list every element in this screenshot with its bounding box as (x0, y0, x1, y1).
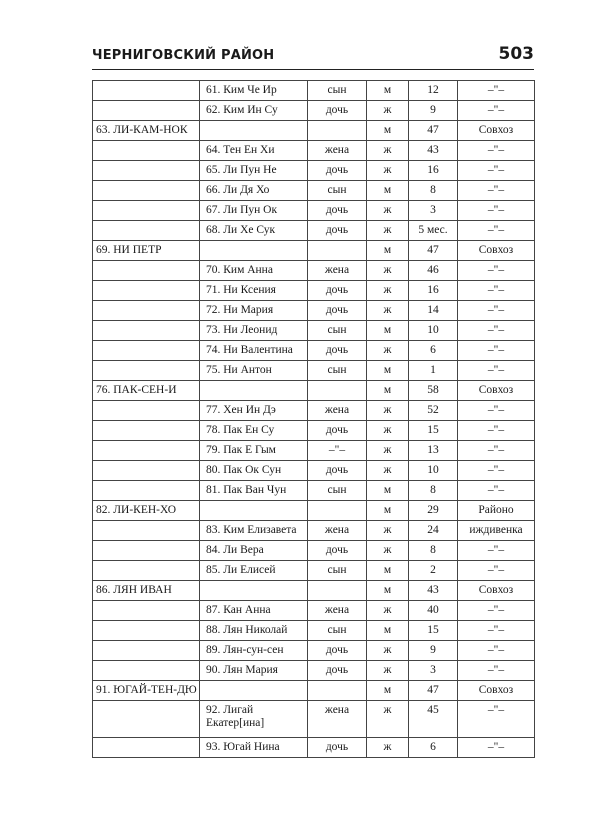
age-cell: 10 (409, 461, 458, 481)
age-cell: 16 (409, 161, 458, 181)
member-name-cell: 70. Ким Анна (200, 261, 308, 281)
household-head-cell (93, 281, 200, 301)
relation-cell: дочь (308, 738, 367, 758)
member-name-cell: 90. Лян Мария (200, 661, 308, 681)
sex-cell: ж (367, 161, 409, 181)
sex-cell: ж (367, 541, 409, 561)
household-head-cell: 76. ПАК-СЕН-И (93, 381, 200, 401)
sex-cell: ж (367, 661, 409, 681)
sex-cell: м (367, 681, 409, 701)
occupation-cell: –"– (458, 161, 535, 181)
member-name-cell: 92. Лигай Екатер[ина] (200, 701, 308, 738)
household-head-cell (93, 361, 200, 381)
age-cell: 13 (409, 441, 458, 461)
occupation-cell: –"– (458, 361, 535, 381)
table-row (93, 221, 535, 241)
household-head-cell: 86. ЛЯН ИВАН (93, 581, 200, 601)
household-head-cell (93, 441, 200, 461)
household-head-cell (93, 201, 200, 221)
relation-cell: дочь (308, 201, 367, 221)
household-head-row (93, 241, 535, 261)
relation-cell: сын (308, 481, 367, 501)
sex-cell: ж (367, 261, 409, 281)
sex-cell: ж (367, 701, 409, 738)
relation-cell: дочь (308, 541, 367, 561)
age-cell: 6 (409, 738, 458, 758)
occupation-cell: –"– (458, 341, 535, 361)
table-body (93, 81, 535, 758)
relation-cell: –"– (308, 441, 367, 461)
household-head-cell: 82. ЛИ-КЕН-ХО (93, 501, 200, 521)
occupation-cell: –"– (458, 561, 535, 581)
sex-cell: ж (367, 101, 409, 121)
member-name-cell: 80. Пак Ок Сун (200, 461, 308, 481)
occupation-cell: Совхоз (458, 241, 535, 261)
household-head-cell (93, 221, 200, 241)
member-name-cell: 61. Ким Че Ир (200, 81, 308, 101)
occupation-cell: –"– (458, 661, 535, 681)
household-head-cell (93, 401, 200, 421)
occupation-cell: иждивенка (458, 521, 535, 541)
age-cell: 1 (409, 361, 458, 381)
member-name-cell (200, 581, 308, 601)
age-cell: 16 (409, 281, 458, 301)
relation-cell: жена (308, 701, 367, 738)
relation-cell: сын (308, 321, 367, 341)
relation-cell (308, 581, 367, 601)
table-row (93, 701, 535, 738)
household-head-cell (93, 141, 200, 161)
age-cell: 46 (409, 261, 458, 281)
occupation-cell: –"– (458, 641, 535, 661)
occupation-cell: –"– (458, 701, 535, 738)
sex-cell: ж (367, 201, 409, 221)
household-head-cell (93, 101, 200, 121)
age-cell: 5 мес. (409, 221, 458, 241)
table-row (93, 661, 535, 681)
sex-cell: ж (367, 601, 409, 621)
household-head-cell (93, 81, 200, 101)
table-row (93, 461, 535, 481)
household-head-cell (93, 601, 200, 621)
sex-cell: м (367, 581, 409, 601)
age-cell: 9 (409, 641, 458, 661)
member-name-cell: 64. Тен Ен Хи (200, 141, 308, 161)
relation-cell: дочь (308, 641, 367, 661)
sex-cell: м (367, 561, 409, 581)
age-cell: 47 (409, 241, 458, 261)
sex-cell: ж (367, 461, 409, 481)
household-head-cell (93, 181, 200, 201)
sex-cell: м (367, 501, 409, 521)
member-name-cell (200, 501, 308, 521)
table-row (93, 321, 535, 341)
sex-cell: ж (367, 521, 409, 541)
occupation-cell: –"– (458, 261, 535, 281)
household-head-cell (93, 641, 200, 661)
relation-cell: сын (308, 621, 367, 641)
member-name-cell: 67. Ли Пун Ок (200, 201, 308, 221)
occupation-cell: Районо (458, 501, 535, 521)
age-cell: 45 (409, 701, 458, 738)
sex-cell: ж (367, 738, 409, 758)
table-row (93, 261, 535, 281)
table-row (93, 201, 535, 221)
member-name-cell: 73. Ни Леонид (200, 321, 308, 341)
member-name-cell (200, 121, 308, 141)
relation-cell: сын (308, 81, 367, 101)
table-row (93, 561, 535, 581)
household-head-cell (93, 261, 200, 281)
household-head-cell (93, 621, 200, 641)
age-cell: 8 (409, 541, 458, 561)
occupation-cell: Совхоз (458, 381, 535, 401)
household-head-cell (93, 421, 200, 441)
member-name-cell: 72. Ни Мария (200, 301, 308, 321)
household-head-row (93, 681, 535, 701)
sex-cell: ж (367, 441, 409, 461)
household-head-cell (93, 481, 200, 501)
sex-cell: ж (367, 301, 409, 321)
age-cell: 6 (409, 341, 458, 361)
relation-cell: жена (308, 261, 367, 281)
household-head-row (93, 581, 535, 601)
age-cell: 8 (409, 181, 458, 201)
member-name-cell: 78. Пак Ен Су (200, 421, 308, 441)
age-cell: 29 (409, 501, 458, 521)
relation-cell: дочь (308, 461, 367, 481)
table-row (93, 481, 535, 501)
table-row (93, 641, 535, 661)
sex-cell: ж (367, 641, 409, 661)
occupation-cell: –"– (458, 441, 535, 461)
relation-cell: дочь (308, 221, 367, 241)
member-name-cell: 87. Кан Анна (200, 601, 308, 621)
sex-cell: ж (367, 141, 409, 161)
table-row (93, 341, 535, 361)
age-cell: 12 (409, 81, 458, 101)
age-cell: 3 (409, 201, 458, 221)
sex-cell: ж (367, 401, 409, 421)
sex-cell: м (367, 621, 409, 641)
member-name-cell: 85. Ли Елисей (200, 561, 308, 581)
age-cell: 24 (409, 521, 458, 541)
age-cell: 43 (409, 581, 458, 601)
running-title: ЧЕРНИГОВСКИЙ РАЙОН (92, 48, 275, 63)
relation-cell (308, 381, 367, 401)
household-head-cell (93, 461, 200, 481)
relation-cell: дочь (308, 281, 367, 301)
table-row (93, 141, 535, 161)
table-row (93, 441, 535, 461)
relation-cell: сын (308, 361, 367, 381)
occupation-cell: –"– (458, 221, 535, 241)
household-head-cell (93, 661, 200, 681)
age-cell: 8 (409, 481, 458, 501)
age-cell: 47 (409, 121, 458, 141)
relation-cell (308, 121, 367, 141)
age-cell: 40 (409, 601, 458, 621)
household-head-cell (93, 321, 200, 341)
age-cell: 14 (409, 301, 458, 321)
member-name-cell: 65. Ли Пун Не (200, 161, 308, 181)
table-row (93, 361, 535, 381)
table-row (93, 401, 535, 421)
occupation-cell: –"– (458, 621, 535, 641)
relation-cell: дочь (308, 341, 367, 361)
age-cell: 3 (409, 661, 458, 681)
household-head-cell (93, 738, 200, 758)
occupation-cell: –"– (458, 461, 535, 481)
sex-cell: м (367, 381, 409, 401)
header-rule (92, 69, 534, 70)
sex-cell: м (367, 81, 409, 101)
relation-cell: дочь (308, 661, 367, 681)
occupation-cell: –"– (458, 481, 535, 501)
member-name-cell: 75. Ни Антон (200, 361, 308, 381)
household-head-cell (93, 341, 200, 361)
sex-cell: ж (367, 341, 409, 361)
age-cell: 47 (409, 681, 458, 701)
household-head-cell (93, 301, 200, 321)
table-row (93, 181, 535, 201)
occupation-cell: –"– (458, 81, 535, 101)
household-head-cell: 69. НИ ПЕТР (93, 241, 200, 261)
relation-cell: жена (308, 601, 367, 621)
occupation-cell: Совхоз (458, 681, 535, 701)
household-head-row (93, 381, 535, 401)
occupation-cell: –"– (458, 141, 535, 161)
relation-cell: дочь (308, 421, 367, 441)
table-row (93, 421, 535, 441)
age-cell: 15 (409, 421, 458, 441)
relation-cell: дочь (308, 301, 367, 321)
relation-cell: жена (308, 401, 367, 421)
household-head-cell (93, 561, 200, 581)
household-head-row (93, 501, 535, 521)
relation-cell: сын (308, 561, 367, 581)
age-cell: 52 (409, 401, 458, 421)
sex-cell: ж (367, 221, 409, 241)
occupation-cell: –"– (458, 738, 535, 758)
member-name-cell: 62. Ким Ин Су (200, 101, 308, 121)
member-name-cell: 77. Хен Ин Дэ (200, 401, 308, 421)
occupation-cell: –"– (458, 301, 535, 321)
table-row (93, 101, 535, 121)
member-name-cell: 79. Пак Е Гым (200, 441, 308, 461)
occupation-cell: –"– (458, 541, 535, 561)
member-name-cell: 81. Пак Ван Чун (200, 481, 308, 501)
occupation-cell: –"– (458, 281, 535, 301)
relation-cell: дочь (308, 101, 367, 121)
relation-cell (308, 501, 367, 521)
occupation-cell: Совхоз (458, 581, 535, 601)
table-row (93, 161, 535, 181)
occupation-cell: –"– (458, 201, 535, 221)
member-name-cell: 88. Лян Николай (200, 621, 308, 641)
member-name-cell: 71. Ни Ксения (200, 281, 308, 301)
table-row (93, 601, 535, 621)
household-head-cell (93, 521, 200, 541)
age-cell: 43 (409, 141, 458, 161)
table-row (93, 738, 535, 758)
occupation-cell: Совхоз (458, 121, 535, 141)
table-row (93, 301, 535, 321)
table-row (93, 521, 535, 541)
sex-cell: м (367, 181, 409, 201)
occupation-cell: –"– (458, 321, 535, 341)
table-row (93, 621, 535, 641)
age-cell: 9 (409, 101, 458, 121)
occupation-cell: –"– (458, 101, 535, 121)
member-name-cell (200, 241, 308, 261)
family-register-table (92, 80, 535, 758)
household-head-row (93, 121, 535, 141)
age-cell: 10 (409, 321, 458, 341)
relation-cell (308, 241, 367, 261)
member-name-cell: 93. Югай Нина (200, 738, 308, 758)
sex-cell: м (367, 321, 409, 341)
relation-cell (308, 681, 367, 701)
member-name-cell: 68. Ли Хе Сук (200, 221, 308, 241)
occupation-cell: –"– (458, 421, 535, 441)
member-name-cell: 83. Ким Елизавета (200, 521, 308, 541)
household-head-cell (93, 161, 200, 181)
sex-cell: ж (367, 421, 409, 441)
sex-cell: м (367, 241, 409, 261)
sex-cell: м (367, 121, 409, 141)
household-head-cell: 91. ЮГАЙ-ТЕН-ДЮ (93, 681, 200, 701)
member-name-cell (200, 381, 308, 401)
page-number: 503 (498, 44, 534, 64)
sex-cell: м (367, 361, 409, 381)
occupation-cell: –"– (458, 601, 535, 621)
relation-cell: жена (308, 521, 367, 541)
age-cell: 15 (409, 621, 458, 641)
household-head-cell (93, 701, 200, 738)
household-head-cell (93, 541, 200, 561)
relation-cell: сын (308, 181, 367, 201)
age-cell: 2 (409, 561, 458, 581)
table-row (93, 541, 535, 561)
page-header (92, 42, 534, 72)
relation-cell: дочь (308, 161, 367, 181)
member-name-cell: 66. Ли Дя Хо (200, 181, 308, 201)
member-name-cell: 84. Ли Вера (200, 541, 308, 561)
occupation-cell: –"– (458, 181, 535, 201)
relation-cell: жена (308, 141, 367, 161)
sex-cell: м (367, 481, 409, 501)
sex-cell: ж (367, 281, 409, 301)
occupation-cell: –"– (458, 401, 535, 421)
table-row (93, 281, 535, 301)
member-name-cell: 74. Ни Валентина (200, 341, 308, 361)
member-name-cell: 89. Лян-сун-сен (200, 641, 308, 661)
table-row (93, 81, 535, 101)
age-cell: 58 (409, 381, 458, 401)
member-name-cell (200, 681, 308, 701)
household-head-cell: 63. ЛИ-КАМ-НОК (93, 121, 200, 141)
